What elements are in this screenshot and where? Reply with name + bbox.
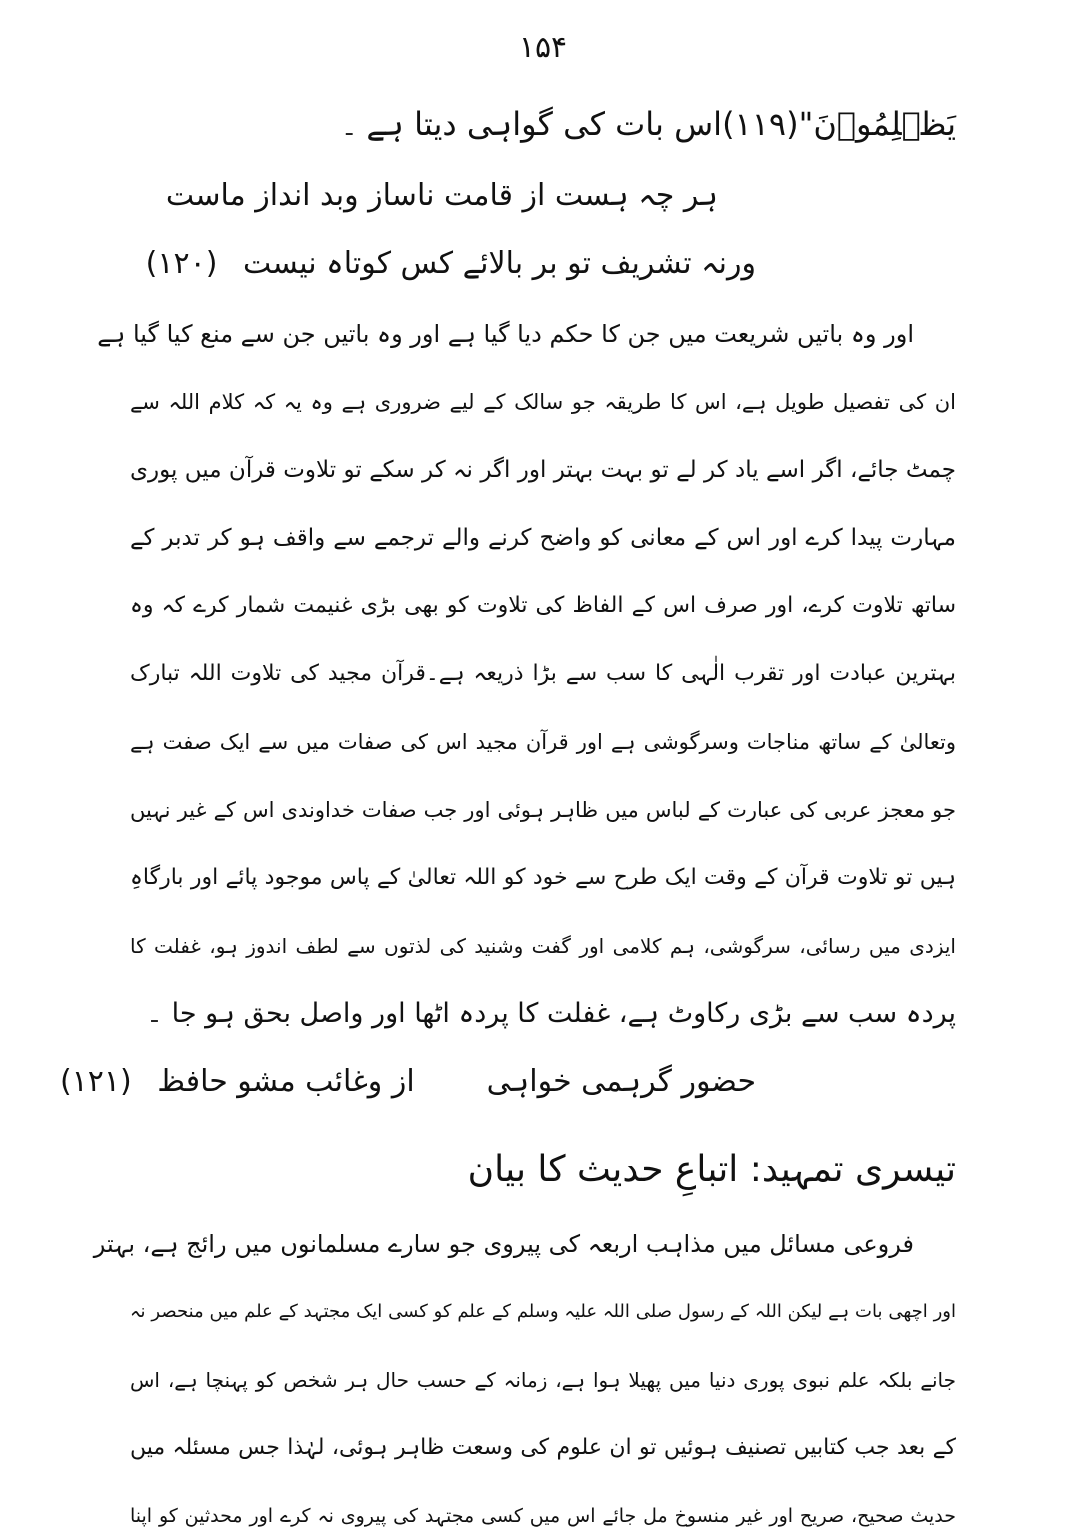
paragraph-2-line: فروعی مسائل میں مذاہب اربعہ کی پیروی جو سارے مسلمانوں میں رائج ہے، بہتر (93, 1230, 914, 1258)
paragraph-1-line: بہترین عبادت اور تقرب الٰہی کا سب سے بڑا ذریعہ ہے۔قرآن مجید کی تلاوت اللہ تبارک (130, 661, 956, 686)
paragraph-1-line: جو معجز عربی کی عبارت کے لباس میں ظاہر ہوئی اور جب صفات خداوندی اس کے غیر نہیں (130, 798, 956, 822)
paragraph-1-line: وتعالیٰ کے ساتھ مناجات وسرگوشی ہے اور قرآن مجید اس کی صفات میں سے ایک صفت ہے (130, 730, 956, 754)
verse-2-part-2: از وغائب مشو حافظ (157, 1064, 415, 1099)
paragraph-2-line: حدیث صحیح، صریح اور غیر منسوخ مل جائے اس میں کسی مجتہد کی پیروی نہ کرے اور محدثین کو اپنا (130, 1505, 956, 1527)
intro-reference: "(۱۱۹)اس بات کی گواہی دیتا ہے (366, 105, 814, 143)
verse-1-reference: (۱۲۰) (145, 246, 218, 281)
paragraph-2-line: کے بعد جب کتابیں تصنیف ہوئیں تو ان علوم کی وسعت ظاہر ہوئی، لہٰذا جس مسئلہ میں (130, 1435, 956, 1460)
paragraph-2-line: جانے بلکہ علم نبوی پوری دنیا میں پھیلا ہوا ہے، زمانہ کے حسب حال ہر شخص کو پہنچا ہے، اس (130, 1368, 956, 1392)
section-heading: تیسری تمہید: اتباعِ حدیث کا بیان (467, 1149, 956, 1190)
verse-2-reference: (۱۲۱) (59, 1064, 132, 1099)
verse-1-line-1: ہر چہ ہست از قامت ناساز وبد انداز ماست (165, 178, 718, 213)
paragraph-1-line: ساتھ تلاوت کرے، اور صرف اس کے الفاظ کی تلاوت کو بھی بڑی غنیمت شمار کرے کہ وہ (130, 593, 956, 618)
paragraph-1-line: اور وہ باتیں شریعت میں جن کا حکم دیا گیا ہے اور وہ باتیں جن سے منع کیا گیا ہے (97, 320, 914, 348)
paragraph-1-line: چمٹ جائے، اگر اسے یاد کر لے تو بہت بہتر اور اگر نہ کر سکے تو تلاوت قرآن میں پوری (130, 457, 956, 483)
verse-1-line-2 (146, 244, 756, 284)
paragraph-1-line: ان کی تفصیل طویل ہے، اس کا طریقہ جو سالک کے لیے ضروری ہے وہ یہ کہ کلام اللہ سے (130, 390, 956, 414)
verse-2 (60, 1062, 756, 1102)
paragraph-1-line: ہیں تو تلاوت قرآن کے وقت ایک طرح سے خود کو اللہ تعالیٰ کے پاس موجود پائے اور بارگاہِ (130, 865, 956, 890)
paragraph-1-end-mark: ـ (151, 1003, 158, 1028)
paragraph-1-line: مہارت پیدا کرے اور اس کے معانی کو واضح کرنے والے ترجمے سے واقف ہو کر تدبر کے (130, 525, 956, 551)
verse-1-line-2-text: ورنہ تشریف تو بر بالائے کس کوتاہ نیست (242, 246, 756, 281)
paragraph-2-line: اور اچھی بات ہے لیکن اللہ کے رسول صلی اللہ علیہ وسلم کے علم کو کسی ایک مجتہد کے علم میں منحصر نہ (130, 1301, 956, 1322)
quran-word: یَظۡلِمُوۡنَ (813, 105, 956, 143)
intro-end-mark: ـ (345, 116, 353, 141)
paragraph-1-line: پردہ سب سے بڑی رکاوٹ ہے، غفلت کا پردہ اٹھا اور واصل بحق ہو جا (171, 998, 956, 1029)
paragraph-1-last-line (151, 994, 956, 1036)
page-number: ۱۵۴ (518, 30, 568, 65)
verse-2-part-1: حضور گرہمی خواہی (486, 1064, 756, 1099)
intro-line (346, 104, 956, 149)
paragraph-1-line: ایزدی میں رسائی، سرگوشی، ہم کلامی اور گفت وشنید کی لذتوں سے لطف اندوز ہو، غفلت کا (130, 934, 956, 958)
